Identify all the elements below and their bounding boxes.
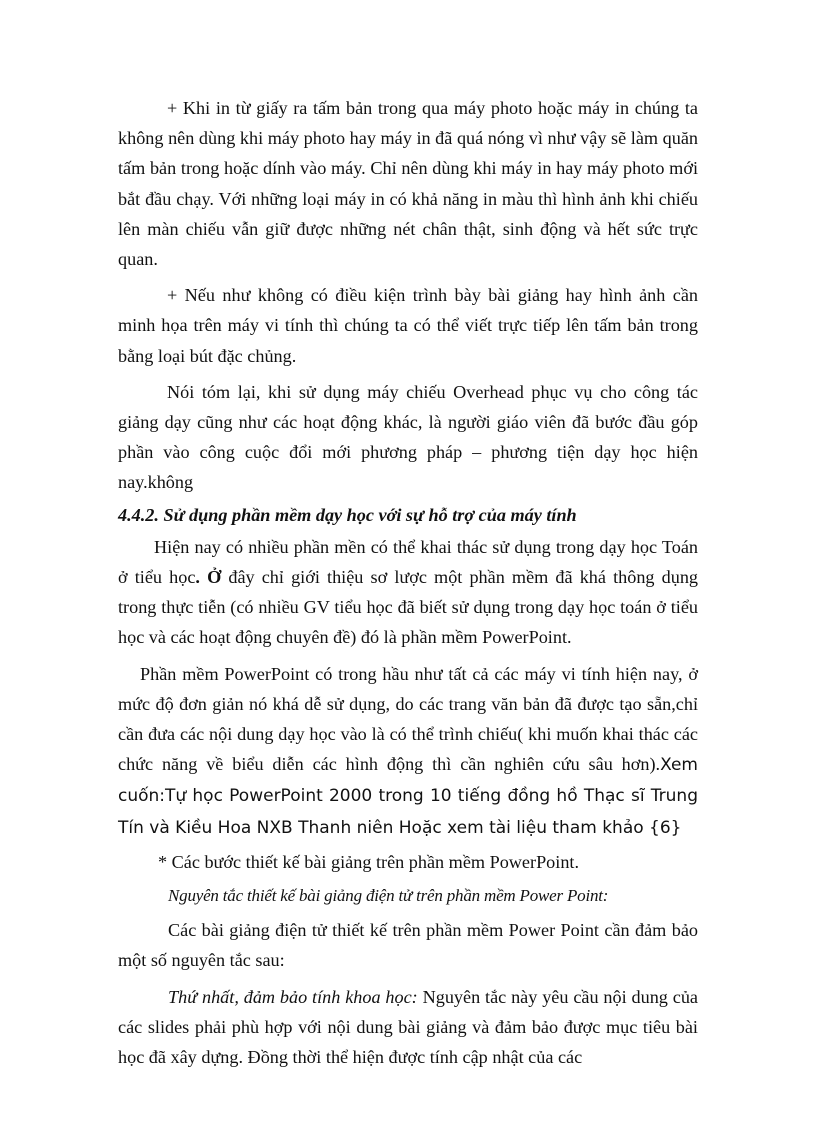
- paragraph-design-steps: * Các bước thiết kế bài giảng trên phần mềm PowerPoint.: [158, 851, 580, 872]
- paragraph-software-intro: [118, 532, 698, 653]
- section-heading: 4.4.2. Sử dụng phần mềm dạy học với sự hỗ trợ của máy tính: [118, 504, 577, 525]
- paragraph-printing-tips: + Khi in từ giấy ra tấm bản trong qua máy photo hoặc máy in chúng ta không nên dùng khi máy photo hay máy in đã quá nóng vì như vậy sẽ làm quăn tấm bản trong hoặc dính vào máy. Chỉ nên dùng khi máy in hay máy photo mới bắt đầu chạy. Với những loại máy in có khả năng in màu thì hình ảnh khi chiếu lên màn chiếu vẫn giữ được những nét chân thật, sinh động và hết sức trực quan.: [118, 98, 698, 270]
- paragraph-handwriting-tips: + Nếu như không có điều kiện trình bày bài giảng hay hình ảnh cần minh họa trên máy vi tính thì chúng ta có thể viết trực tiếp lên tấm bản trong bằng loại bút đặc chủng.: [118, 285, 698, 366]
- paragraph-summary: Nói tóm lại, khi sử dụng máy chiếu Overhead phục vụ cho công tác giảng dạy cũng như các hoạt động khác, là người giáo viên đã bước đầu góp phần vào công cuộc đổi mới phương pháp – phương tiện dạy học hiện nay.không: [118, 381, 698, 493]
- document-page: [118, 93, 698, 1072]
- first-principle-text: Nguyên tắc này yêu cầu nội dung của các slides phải phù hợp với nội dung bài giảng và đảm bảo được mục tiêu bài học đã xây dựng. Đồng thời thể hiện được tính cập nhật của các: [118, 986, 698, 1068]
- first-principle-lead: Thứ nhất, đảm bảo tính khoa học:: [168, 986, 418, 1007]
- paragraph-first-principle: [118, 982, 698, 1073]
- software-intro-text-1: Hiện nay có nhiều phần mền có thể khai thác sử dụng trong dạy học Toán ở tiểu học: [118, 536, 698, 588]
- paragraph-principles-title: Nguyên tắc thiết kế bài giảng điện tử trên phần mềm Power Point:: [168, 886, 609, 906]
- paragraph-powerpoint: [118, 659, 698, 843]
- powerpoint-text-1: Phần mềm PowerPoint có trong hầu như tất cả các máy vi tính hiện nay, ở mức độ đơn giản nó khá dễ sử dụng, do các trang văn bản đã được tạo sẵn,chỉ cần đưa các nội dung dạy học vào là có thể trình chiếu( khi muốn khai thác các chức năng về biểu diễn các hình động thì cần nghiên cứu sâu hơn).: [118, 663, 698, 775]
- software-intro-text-2: đây chỉ giới thiệu sơ lược một phần mềm đã khá thông dụng trong thực tiễn (có nhiều GV tiểu học đã biết sử dụng trong dạy học toán ở tiểu học và các hoạt động chuyên đề) đó là phần mềm PowerPoint.: [118, 567, 699, 648]
- paragraph-principles-intro: Các bài giảng điện tử thiết kế trên phần mềm Power Point cần đảm bảo một số nguyên tắc sau:: [118, 920, 698, 971]
- powerpoint-reference: Xem cuốn:Tự học PowerPoint 2000 trong 10 tiếng đồng hồ Thạc sĩ Trung Tín và Kiều Hoa NXB Thanh niên Hoặc xem tài liệu tham khảo {6}: [118, 755, 698, 838]
- software-intro-bold: . Ở: [195, 567, 222, 588]
